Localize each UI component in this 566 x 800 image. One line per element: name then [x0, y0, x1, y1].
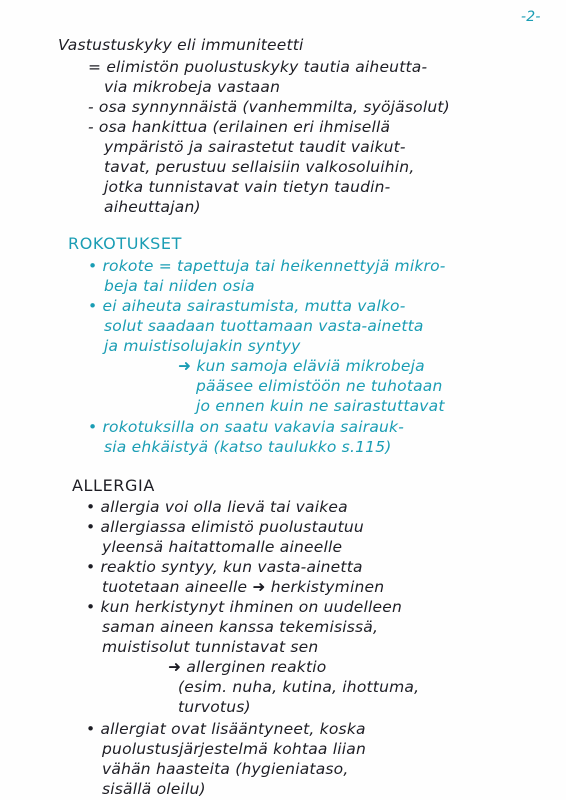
text-line: via mikrobeja vastaan	[104, 78, 281, 96]
text-line: • rokotuksilla on saatu vakavia sairauk-	[88, 418, 405, 436]
page-number: -2-	[521, 9, 541, 25]
section-title-allergy: ALLERGIA	[72, 476, 155, 495]
text-line: pääsee elimistöön ne tuhotaan	[196, 377, 443, 395]
text-line: sisällä oleilu)	[102, 780, 206, 798]
text-line: • allergiat ovat lisääntyneet, koska	[86, 720, 366, 738]
text-line: • reaktio syntyy, kun vasta-ainetta	[86, 558, 363, 576]
text-line: tavat, perustuu sellaisiin valkosoluihin,	[104, 158, 415, 176]
text-line: ja muistisolujakin syntyy	[104, 337, 301, 355]
text-line: muistisolut tunnistavat sen	[102, 638, 319, 656]
text-line: ympäristö ja sairastetut taudit vaikut-	[104, 138, 406, 156]
text-line: = elimistön puolustuskyky tautia aiheutta-	[88, 58, 428, 76]
text-line: sia ehkäistyä (katso taulukko s.115)	[104, 438, 392, 456]
text-line: • allergiassa elimistö puolustautuu	[86, 518, 364, 536]
text-line: ➜ allerginen reaktio	[168, 658, 327, 676]
text-line: solut saadaan tuottamaan vasta-ainetta	[104, 317, 424, 335]
text-line: puolustusjärjestelmä kohtaa liian	[102, 740, 366, 758]
text-line: saman aineen kanssa tekemisissä,	[102, 618, 379, 636]
text-line: yleensä haitattomalle aineelle	[102, 538, 343, 556]
section-title-immunity: Vastustuskyky eli immuniteetti	[58, 36, 304, 54]
text-line: turvotus)	[178, 698, 251, 716]
text-line: ➜ kun samoja eläviä mikrobeja	[178, 357, 425, 375]
text-line: vähän haasteita (hygieniataso,	[102, 760, 349, 778]
text-line: beja tai niiden osia	[104, 277, 255, 295]
text-line: (esim. nuha, kutina, ihottuma,	[178, 678, 420, 696]
text-line: - osa hankittua (erilainen eri ihmisellä	[88, 118, 391, 136]
text-line: • ei aiheuta sairastumista, mutta valko-	[88, 297, 406, 315]
text-line: tuotetaan aineelle ➜ herkistyminen	[102, 578, 385, 596]
section-title-vaccinations: ROKOTUKSET	[68, 234, 182, 253]
text-line: jo ennen kuin ne sairastuttavat	[196, 397, 445, 415]
text-line: - osa synnynnäistä (vanhemmilta, syöjäsolut)	[88, 98, 450, 116]
text-line: • allergia voi olla lievä tai vaikea	[86, 498, 348, 516]
text-line: aiheuttajan)	[104, 198, 201, 216]
text-line: jotka tunnistavat vain tietyn taudin-	[104, 178, 391, 196]
text-line: • kun herkistynyt ihminen on uudelleen	[86, 598, 402, 616]
text-line: • rokote = tapettuja tai heikennettyjä mikro-	[88, 257, 446, 275]
